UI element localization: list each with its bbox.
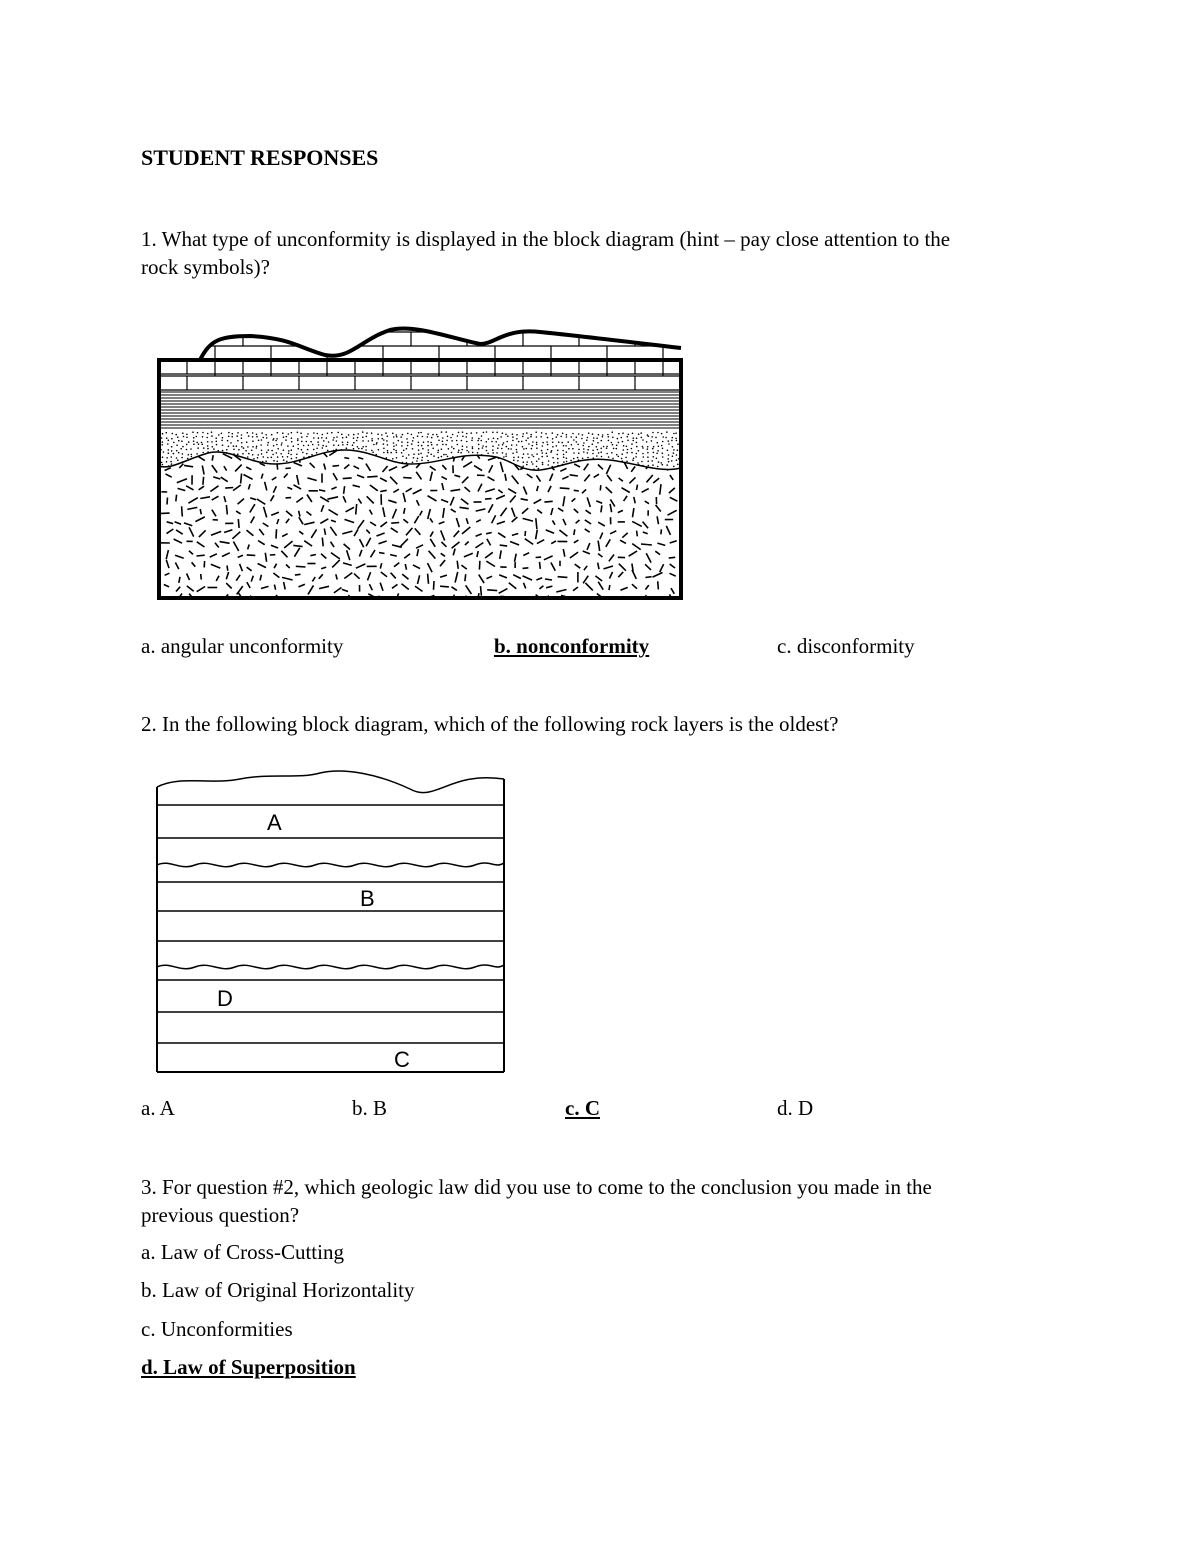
top-surface [157, 771, 504, 793]
limestone-top-layer [159, 318, 681, 374]
page-title: STUDENT RESPONSES [141, 145, 379, 170]
q2-option-a[interactable]: a. A [141, 1096, 175, 1120]
land-surface [159, 329, 681, 360]
question-1-text-continued: rock symbols)? [141, 255, 270, 279]
layer-label-a: A [267, 810, 282, 835]
block-outline [159, 360, 681, 598]
q2-option-b[interactable]: b. B [352, 1096, 388, 1120]
q3-option-d-correct[interactable]: d. Law of Superposition [141, 1355, 356, 1379]
nonconformity-block-diagram [150, 318, 710, 618]
q1-option-c[interactable]: c. disconformity [777, 634, 915, 658]
q1-option-a[interactable]: a. angular unconformity [141, 634, 344, 658]
layer-label-b: B [360, 886, 375, 911]
limestone-band-layer [159, 362, 681, 390]
unconformity-surface [159, 450, 681, 470]
q3-option-b[interactable]: b. Law of Original Horizontality [141, 1278, 415, 1302]
q1-option-b-correct[interactable]: b. nonconformity [494, 634, 650, 658]
layer-label-c: C [394, 1047, 410, 1072]
question-3-text-continued: previous question? [141, 1203, 300, 1227]
layer-label-d: D [217, 986, 233, 1011]
q2-option-d[interactable]: d. D [777, 1096, 814, 1120]
igneous-rock-layer [159, 449, 677, 607]
unconformity-upper [157, 863, 504, 867]
shale-layer [159, 392, 681, 428]
question-3-text: 3. For question #2, which geologic law did you use to come to the conclusion you made in the [141, 1175, 932, 1199]
rock-layers-block-diagram [150, 765, 510, 1075]
unconformity-lower [157, 965, 504, 969]
q3-option-c[interactable]: c. Unconformities [141, 1317, 293, 1341]
q3-option-a[interactable]: a. Law of Cross-Cutting [141, 1240, 344, 1264]
q2-option-c-correct[interactable]: c. C [565, 1096, 600, 1120]
question-1-text: 1. What type of unconformity is displayed in the block diagram (hint – pay close attention to the [141, 227, 951, 251]
question-2-text: 2. In the following block diagram, which of the following rock layers is the oldest? [141, 712, 839, 736]
